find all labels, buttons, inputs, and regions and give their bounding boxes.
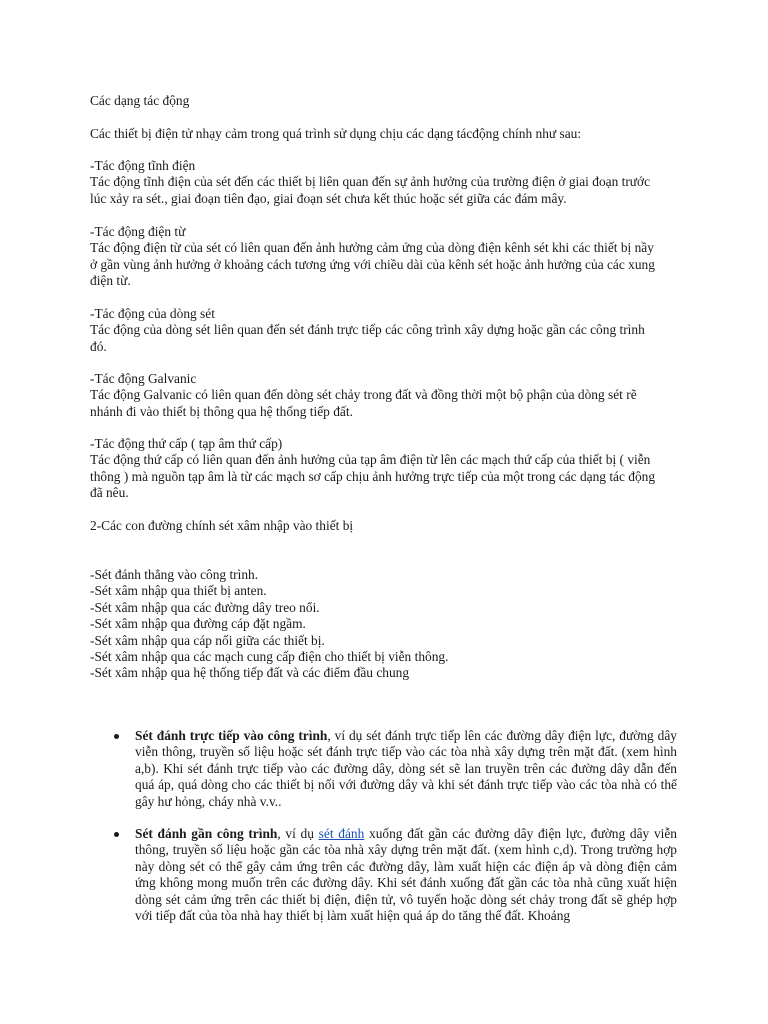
section-heading-2: 2-Các con đường chính sét xâm nhập vào thiết bị — [90, 518, 354, 533]
section-electrostatic — [90, 158, 680, 207]
bullet-bold-term: Sét đánh trực tiếp vào công trình — [135, 728, 328, 743]
section-galvanic — [90, 371, 680, 420]
bullet-text-pre: , ví dụ — [277, 826, 319, 841]
section-lightning-current — [90, 306, 680, 355]
list-item: -Sét đánh thẳng vào công trình. — [90, 567, 259, 582]
routes-list — [90, 567, 680, 682]
intro-paragraph: Các thiết bị điện tử nhạy cảm trong quá trình sử dụng chịu các dạng tácđộng chính như sau: — [90, 126, 582, 141]
list-item: -Sét xâm nhập qua các đường dây treo nổi. — [90, 599, 320, 615]
section-line: thông ) mà nguồn tạp âm là từ các mạch sơ cấp chịu ảnh hưởng trực tiếp của một trong các dạng tác động — [90, 468, 656, 484]
bullet-bold-term: Sét đánh gần công trình — [135, 826, 278, 841]
bullet-text: , ví dụ sét đánh trực tiếp lên các đường dây điện lực, đường dây viễn thông, truyền số liệu hoặc sét đánh trực tiếp vào các tòa nhà xây dựng trên mặt đất. (xem hình a,b). Khi sét đánh trực tiếp vào các đường dây, dòng sét sẽ lan truyền trên các đường dây dẫn đến quá áp, quá dòng cho các thiết bị nối với đường dây và khi sét đánh trực tiếp vào các tòa nhà có thể gây hư hỏng, cháy nhà v.v.. — [135, 728, 677, 809]
list-item: -Sét xâm nhập qua thiết bị anten. — [90, 583, 267, 599]
section-line: nhánh đi vào thiết bị thông qua hệ thống tiếp đất. — [90, 403, 353, 419]
section-heading: -Tác động tĩnh điện — [90, 158, 196, 173]
section-heading: -Tác động của dòng sét — [90, 306, 215, 321]
bullet-dot-icon — [114, 734, 119, 739]
section-line: ở gần vùng ảnh hưởng ở khoảng cách tương ứng với chiều dài của kênh sét hoặc ảnh hưởng của các xung — [90, 256, 655, 272]
section-line: đó. — [90, 338, 107, 354]
bullet-dot-icon — [114, 832, 119, 837]
section-line: Tác động Galvanic có liên quan đến dòng sét chảy trong đất và đồng thời một bộ phận của dòng sét rẽ — [90, 387, 637, 403]
section-electromagnetic — [90, 224, 680, 290]
section-heading: -Tác động thứ cấp ( tạp âm thứ cấp) — [90, 436, 283, 451]
page-title: Các dạng tác động — [90, 93, 190, 108]
section-heading: -Tác động điện từ — [90, 224, 186, 239]
list-item: -Sét xâm nhập qua hệ thống tiếp đất và các điểm đầu chung — [90, 665, 410, 681]
section-line: đã nêu. — [90, 485, 129, 501]
section-line: Tác động thứ cấp có liên quan đến ảnh hưởng của tạp âm điện từ lên các mạch thứ cấp của thiết bị ( viễn — [90, 452, 651, 468]
list-item: -Sét xâm nhập qua đường cáp đặt ngầm. — [90, 616, 306, 632]
list-item: -Sét xâm nhập qua cáp nối giữa các thiết bị. — [90, 632, 325, 648]
section-heading: -Tác động Galvanic — [90, 371, 197, 386]
section-line: Tác động của dòng sét liên quan đến sét đánh trực tiếp các công trình xây dựng hoặc gần các công trình — [90, 322, 645, 338]
list-item: -Sét xâm nhập qua các mạch cung cấp điện cho thiết bị viễn thông. — [90, 649, 449, 665]
bullet-text: xuống đất gần các đường dây điện lực, đường dây viễn thông, truyền số liệu hoặc gần các tòa nhà xây dựng trên mặt đất. (xem hình c,d). Trong trường hợp này dòng sét có thể gây cảm ứng trên các đường dây, làm xuất hiện các điện áp và dòng điện cảm ứng không mong muốn trên các đường dây. Khi sét đánh xuống đất gần các tòa nhà cũng xuất hiện dòng sét cảm ứng trên các thiết bị điện, điện tử, vô tuyến hoặc dòng sét chảy trong đất sẽ ghép hợp với tiếp đất của tòa nhà hay thiết bị làm xuất hiện quá áp do tăng thế đất. Khoảng — [135, 826, 677, 924]
bullet-direct-strike — [135, 728, 677, 810]
section-line: Tác động điện từ của sét có liên quan đến ảnh hưởng cảm ứng của dòng điện kênh sét khi các thiết bị nầy — [90, 240, 654, 256]
section-line: lúc xảy ra sét., giai đoạn tiên đạo, giai đoạn sét chưa kết thúc hoặc sét giữa các đám mây. — [90, 190, 567, 206]
bullet-near-strike — [135, 826, 677, 924]
section-line: điện từ. — [90, 273, 131, 289]
set-danh-link[interactable]: sét đánh — [318, 826, 365, 841]
section-secondary — [90, 436, 680, 502]
section-line: Tác động tĩnh điện của sét đến các thiết bị liên quan đến sự ảnh hưởng của trường điện ở giai đoạn trước — [90, 174, 651, 190]
